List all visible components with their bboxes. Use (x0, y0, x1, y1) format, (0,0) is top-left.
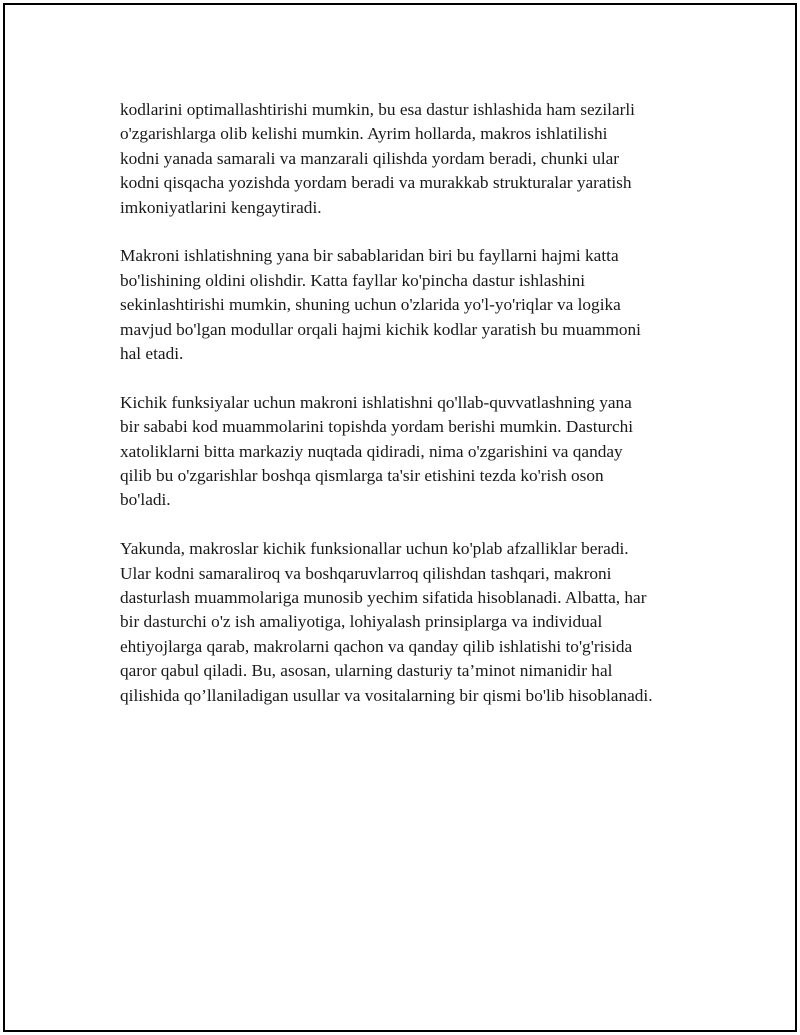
text-line: Yakunda, makroslar kichik funksionallar uchun ko'plab afzalliklar beradi. (120, 539, 629, 559)
text-line: Kichik funksiyalar uchun makroni ishlatishni qo'llab-quvvatlashning yana (120, 392, 632, 412)
text-line: qilishida qo’llaniladigan usullar va vositalarning bir qismi bo'lib hisoblanadi. (120, 685, 653, 705)
text-line: hal etadi. (120, 344, 184, 364)
paragraph-4 (120, 537, 700, 708)
text-line: imkoniyatlarini kengaytiradi. (120, 197, 322, 217)
text-line: bo'ladi. (120, 490, 171, 510)
text-line: Ular kodni samaraliroq va boshqaruvlarroq qilishdan tashqari, makroni (120, 563, 612, 583)
text-line: mavjud bo'lgan modullar orqali hajmi kichik kodlar yaratish bu muammoni (120, 319, 641, 339)
text-line: kodlarini optimallashtirishi mumkin, bu esa dastur ishlashida ham sezilarli (120, 100, 635, 119)
text-line: xatoliklarni bitta markaziy nuqtada qidiradi, nima o'zgarishini va qanday (120, 441, 623, 461)
text-line: ehtiyojlarga qarab, makrolarni qachon va qanday qilib ishlatishi to'g'risida (120, 636, 633, 656)
document-body (120, 98, 700, 733)
text-line: kodni qisqacha yozishda yordam beradi va murakkab strukturalar yaratish (120, 173, 632, 193)
paragraph-2 (120, 244, 700, 366)
text-line: kodni yanada samarali va manzarali qilishda yordam beradi, chunki ular (120, 148, 620, 168)
text-line: bir dasturchi o'z ish amaliyotiga, lohiyalash prinsiplarga va individual (120, 612, 603, 632)
text-line: qaror qabul qiladi. Bu, asosan, ularning dasturiy ta’minot nimanidir hal (120, 661, 613, 681)
text-line: sekinlashtirishi mumkin, shuning uchun o'zlarida yo'l-yo'riqlar va logika (120, 295, 621, 315)
text-line: bir sababi kod muammolarini topishda yordam berishi mumkin. Dasturchi (120, 417, 634, 437)
text-line: Makroni ishlatishning yana bir sabablaridan biri bu fayllarni hajmi katta (120, 246, 619, 266)
paragraph-1 (120, 98, 700, 220)
document-page (3, 3, 797, 1032)
paragraph-3 (120, 391, 700, 513)
text-line: o'zgarishlarga olib kelishi mumkin. Ayrim hollarda, makros ishlatilishi (120, 124, 608, 144)
text-line: bo'lishining oldini olishdir. Katta fayllar ko'pincha dastur ishlashini (120, 270, 586, 290)
text-line: dasturlash muammolariga munosib yechim sifatida hisoblanadi. Albatta, har (120, 588, 647, 608)
text-line: qilib bu o'zgarishlar boshqa qismlarga ta'sir etishini tezda ko'rish oson (120, 466, 604, 486)
